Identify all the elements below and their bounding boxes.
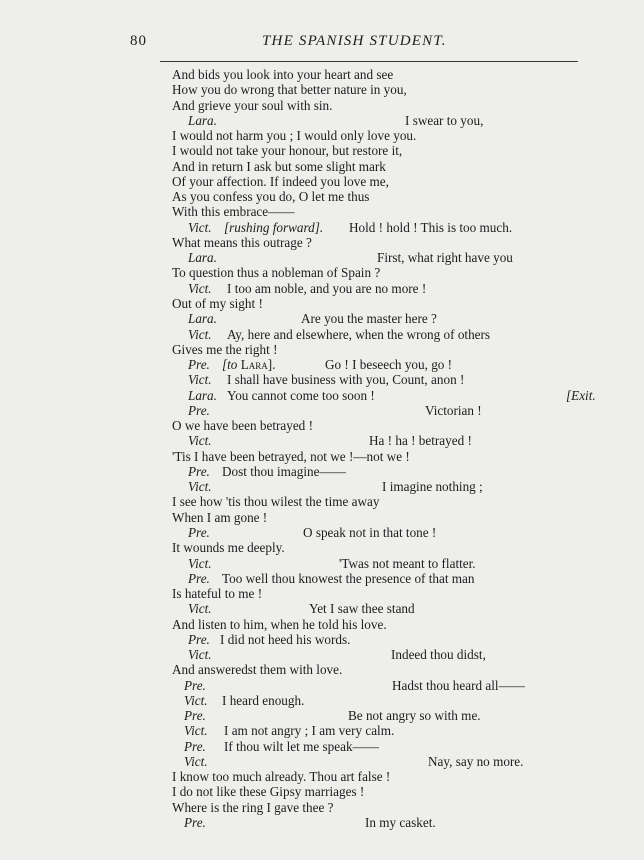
line-text: Gives me the right ! <box>172 341 278 357</box>
speaker-name: Pre. <box>188 357 210 373</box>
line-text: Go ! I beseech you, go ! <box>325 357 453 373</box>
verse-line <box>172 67 592 82</box>
speaker-name: Vict. <box>188 479 212 495</box>
verse-line <box>172 693 592 708</box>
verse-line <box>172 174 592 189</box>
line-text: And listen to him, when he told his love. <box>172 616 387 632</box>
verse-line <box>172 479 592 494</box>
verse-line <box>172 449 592 464</box>
line-text: Indeed thou didst, <box>391 647 486 663</box>
verse-line <box>172 617 592 632</box>
exit-direction: [Exit. <box>566 387 596 403</box>
speaker-name: Vict. <box>188 433 212 449</box>
speaker-name: Vict. <box>184 692 208 708</box>
speaker-name: Vict. <box>184 723 208 739</box>
verse-line <box>172 296 592 311</box>
line-text: Be not angry so with me. <box>348 708 481 724</box>
line-text: O speak not in that tone ! <box>303 524 437 540</box>
line-text: I swear to you, <box>405 112 484 128</box>
verse-line <box>172 235 592 250</box>
verse-line <box>172 494 592 509</box>
line-text: Ay, here and elsewhere, when the wrong of others <box>227 326 491 342</box>
line-text: O we have been betrayed ! <box>172 418 313 434</box>
speaker-name: Vict. <box>188 555 212 571</box>
line-text: I heard enough. <box>222 692 305 708</box>
line-text: I imagine nothing ; <box>382 479 483 495</box>
verse-line <box>172 540 592 555</box>
verse-line <box>172 281 592 296</box>
line-text: Ha ! ha ! betrayed ! <box>369 433 472 449</box>
line-text: Yet I saw thee stand <box>309 601 415 617</box>
speaker-name: Pre. <box>184 677 206 693</box>
verse-line <box>172 387 596 403</box>
line-text: Out of my sight ! <box>172 295 263 311</box>
line-text: If thou wilt let me speak—— <box>224 738 379 754</box>
verse-line <box>172 159 592 174</box>
speaker-name: Lara. <box>188 311 217 327</box>
verse-line <box>172 250 592 265</box>
speaker-name: Lara. <box>188 387 217 403</box>
speaker-name: Vict. <box>188 219 212 235</box>
line-text: And bids you look into your heart and see <box>172 67 394 82</box>
verse-line <box>172 632 592 647</box>
speaker-name: Vict. <box>184 753 208 769</box>
line-text: I know too much already. Thou art false ! <box>172 769 391 785</box>
verse-line <box>172 708 592 723</box>
line-text: With this embrace—— <box>172 204 295 220</box>
play-text <box>172 67 596 831</box>
line-text: Of your affection. If indeed you love me, <box>172 173 389 189</box>
speaker-name: Pre. <box>188 570 210 586</box>
line-text: I am not angry ; I am very calm. <box>224 723 395 739</box>
line-text: What means this outrage ? <box>172 234 312 250</box>
line-text: I see how 'tis thou wilest the time away <box>172 494 380 510</box>
speaker-name: Vict. <box>188 601 212 617</box>
line-text: Hold ! hold ! This is too much. <box>349 219 513 235</box>
line-text: I do not like these Gipsy marriages ! <box>172 784 365 800</box>
speaker-name: Pre. <box>188 402 210 418</box>
line-text: It wounds me deeply. <box>172 540 285 556</box>
verse-line <box>172 510 592 525</box>
verse-line <box>172 357 592 372</box>
line-text: Nay, say no more. <box>428 753 524 769</box>
line-text: I would not take your honour, but restore it, <box>172 143 403 159</box>
character-name-small-caps: Lara]. <box>240 357 276 373</box>
running-title: THE SPANISH STUDENT. <box>262 33 447 49</box>
line-text: 'Twas not meant to flatter. <box>339 555 476 571</box>
verse-line <box>172 601 592 616</box>
verse-line <box>172 678 592 693</box>
line-text: I too am noble, and you are no more ! <box>227 280 427 296</box>
line-text: Too well thou knowest the presence of that man <box>222 570 475 586</box>
line-text: How you do wrong that better nature in you, <box>172 82 407 98</box>
verse-line <box>172 571 592 586</box>
verse-line <box>172 662 592 677</box>
line-text: Hadst thou heard all—— <box>392 677 525 693</box>
line-text: Are you the master here ? <box>301 311 437 327</box>
verse-line <box>172 464 592 479</box>
verse-line <box>172 556 592 571</box>
verse-line <box>172 327 592 342</box>
line-text: I would not harm you ; I would only love you. <box>172 128 417 144</box>
verse-line <box>172 784 592 799</box>
verse-line <box>172 754 592 769</box>
stage-direction: [rushing forward]. <box>224 219 324 235</box>
speaker-name: Pre. <box>188 463 210 479</box>
line-text: Victorian ! <box>425 402 482 418</box>
verse-line <box>172 143 592 158</box>
verse-line <box>172 525 592 540</box>
line-text: In my casket. <box>365 815 436 831</box>
speaker-name: Lara. <box>188 250 217 266</box>
verse-line <box>172 220 592 235</box>
line-text: To question thus a nobleman of Spain ? <box>172 265 381 281</box>
verse-line <box>172 586 592 601</box>
speaker-name: Vict. <box>188 372 212 388</box>
speaker-name: Pre. <box>184 708 206 724</box>
speaker-name: Pre. <box>188 524 210 540</box>
speaker-name: Pre. <box>184 815 206 831</box>
line-text: Where is the ring I gave thee ? <box>172 799 334 815</box>
verse-line <box>172 189 592 204</box>
line-text: As you confess you do, O let me thus <box>172 189 370 205</box>
speaker-name: Vict. <box>188 647 212 663</box>
speaker-name: Lara. <box>188 112 217 128</box>
line-text: And in return I ask but some slight mark <box>172 158 386 174</box>
verse-line <box>172 204 592 219</box>
page-number: 80 <box>130 33 147 49</box>
speaker-name: Vict. <box>188 280 212 296</box>
verse-line <box>172 128 592 143</box>
verse-line <box>172 433 592 448</box>
line-text: I shall have business with you, Count, anon ! <box>227 372 465 388</box>
header-rule <box>160 61 578 62</box>
speaker-name: Pre. <box>184 738 206 754</box>
verse-line <box>172 113 592 128</box>
speaker-name: Pre. <box>188 631 210 647</box>
verse-line <box>172 739 592 754</box>
verse-line <box>172 311 592 326</box>
line-text: And answeredst them with love. <box>172 662 343 678</box>
line-text: Is hateful to me ! <box>172 586 263 602</box>
stage-direction: [to <box>222 357 238 373</box>
verse-line <box>172 342 592 357</box>
line-text: I did not heed his words. <box>220 631 351 647</box>
verse-line <box>172 769 592 784</box>
line-text: First, what right have you <box>377 250 513 266</box>
line-text: Dost thou imagine—— <box>222 463 346 479</box>
line-text: You cannot come too soon ! <box>227 387 375 403</box>
verse-line <box>172 403 592 418</box>
line-text: When I am gone ! <box>172 509 268 525</box>
verse-line <box>172 98 592 113</box>
verse-line <box>172 418 592 433</box>
verse-line <box>172 82 592 97</box>
verse-line <box>172 815 592 830</box>
verse-line <box>172 372 592 387</box>
line-text: 'Tis I have been betrayed, not we !—not we ! <box>172 448 410 464</box>
speaker-name: Vict. <box>188 326 212 342</box>
verse-line <box>172 265 592 280</box>
line-text: And grieve your soul with sin. <box>172 97 333 113</box>
verse-line <box>172 723 592 738</box>
verse-line <box>172 800 592 815</box>
verse-line <box>172 647 592 662</box>
